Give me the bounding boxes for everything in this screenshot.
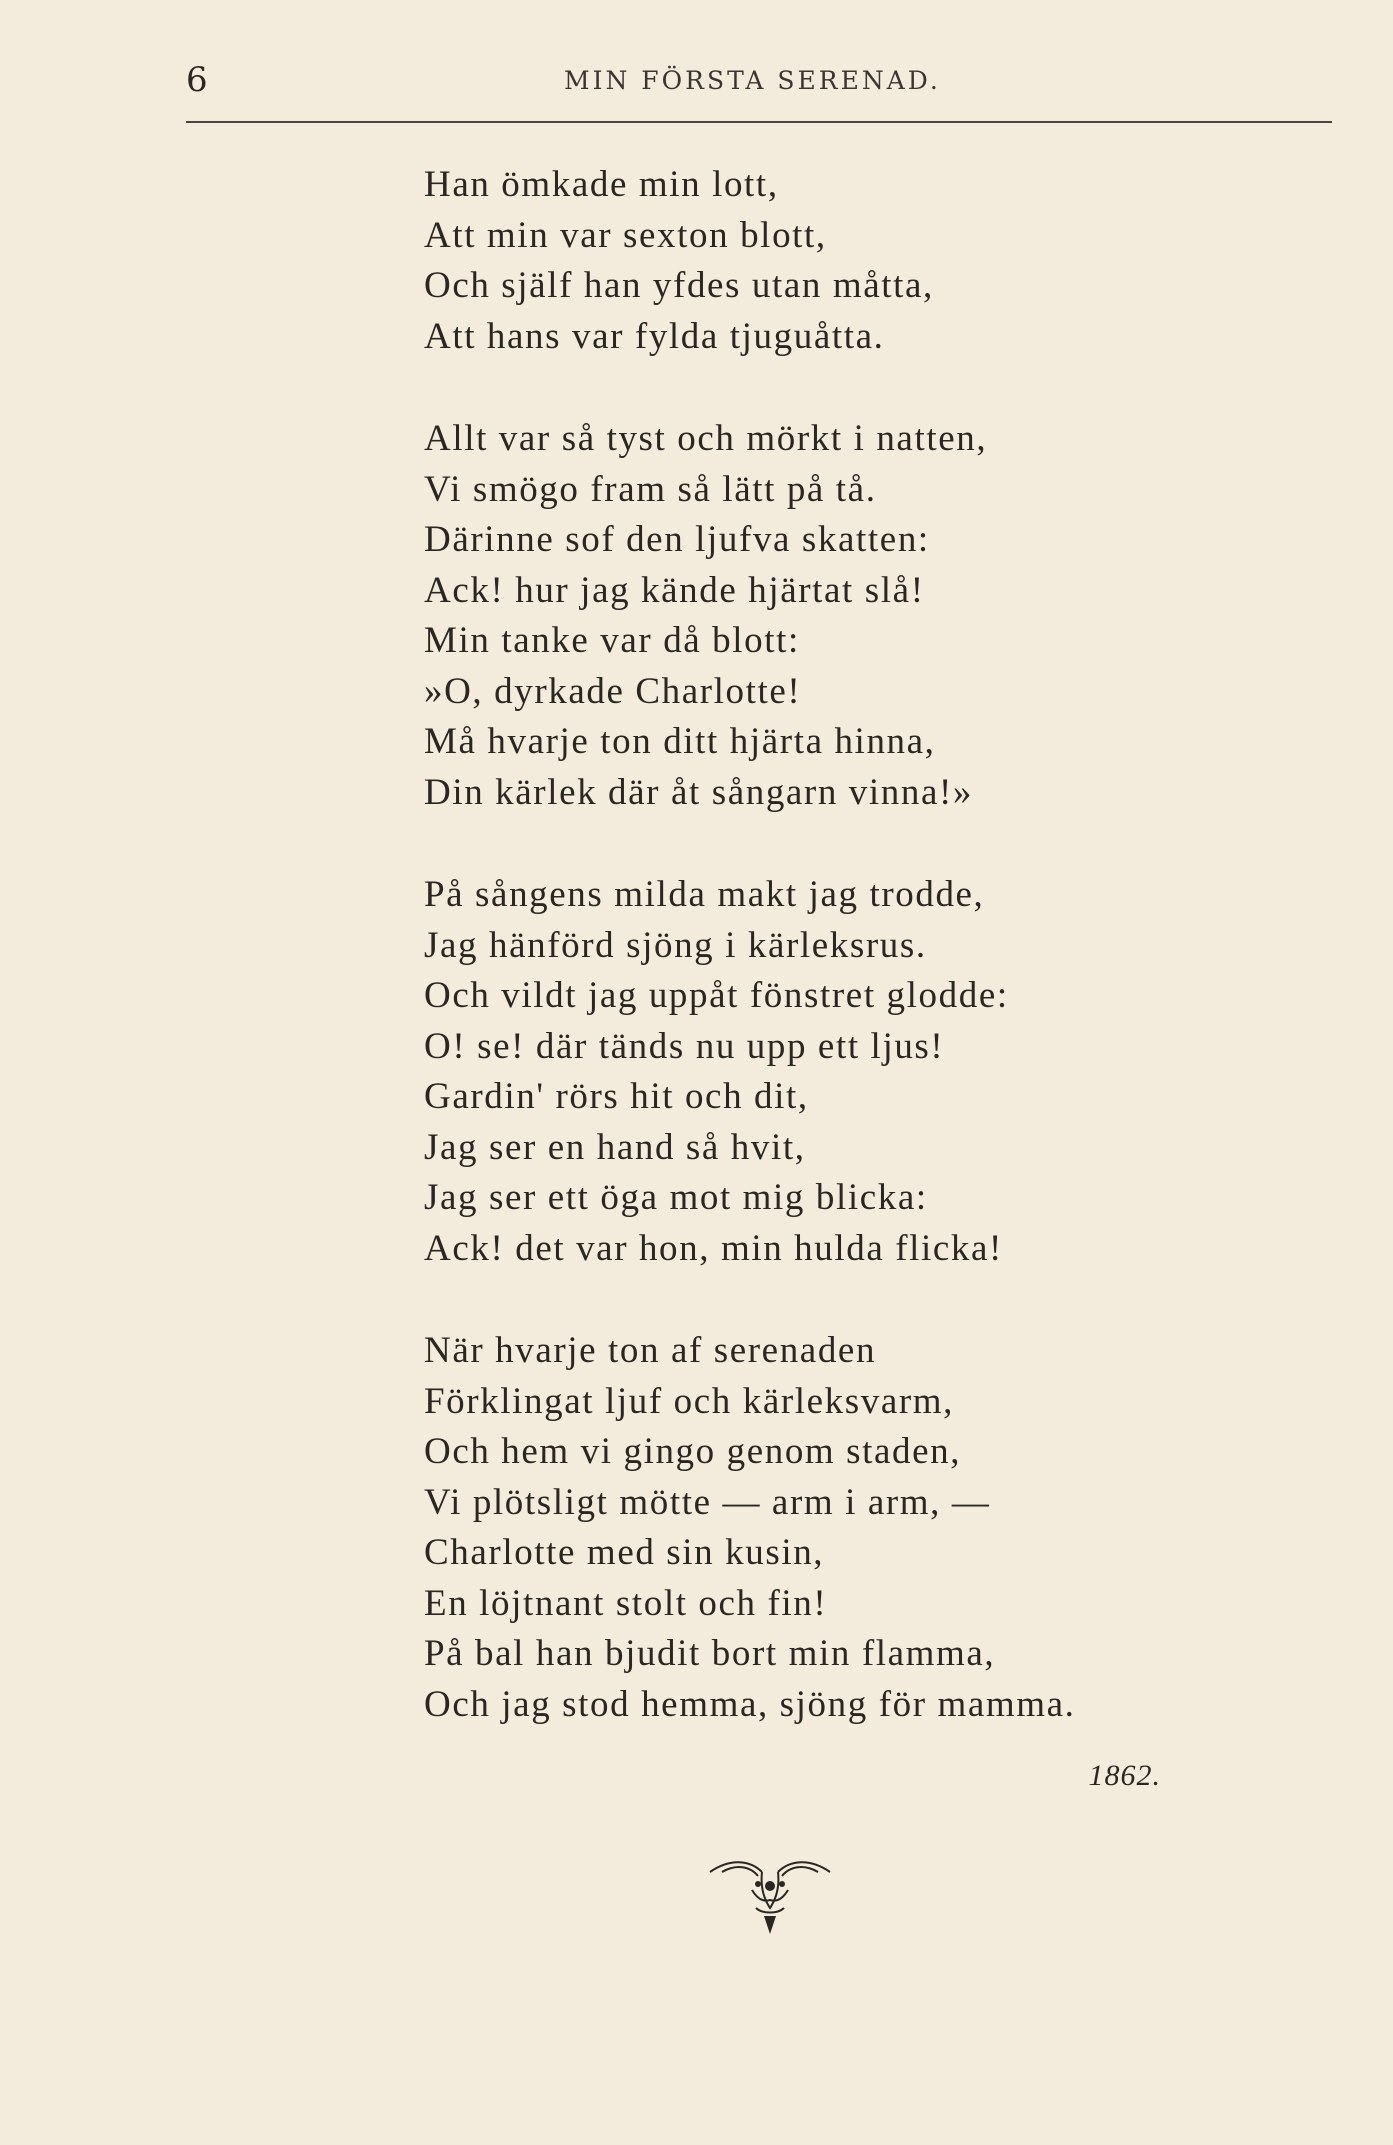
poem-date: 1862. bbox=[1088, 1759, 1161, 1792]
poem-line: Och hem vi gingo genom staden, bbox=[424, 1431, 962, 1472]
poem-line: Vi plötsligt mötte — arm i arm, — bbox=[424, 1481, 991, 1523]
running-head: MIN FÖRSTA SERENAD. bbox=[564, 66, 941, 95]
poem-line: Gardin' rörs hit och dit, bbox=[424, 1076, 809, 1117]
poem-line: På bal han bjudit bort min flamma, bbox=[424, 1633, 996, 1674]
poem-line: Och jag stod hemma, sjöng för mamma. bbox=[424, 1683, 1076, 1725]
poem-line: Jag ser ett öga mot mig blicka: bbox=[424, 1177, 928, 1218]
poem-line: Charlotte med sin kusin, bbox=[424, 1532, 825, 1573]
poem-line: Ack! hur jag kände hjärtat slå! bbox=[424, 569, 925, 611]
poem bbox=[424, 160, 1244, 1782]
stanza bbox=[424, 870, 1244, 1274]
poem-line: När hvarje ton af serenaden bbox=[424, 1330, 877, 1371]
stanza bbox=[424, 1326, 1244, 1730]
poem-line: Min tanke var då blott: bbox=[424, 620, 800, 661]
stanza bbox=[424, 160, 1244, 362]
poem-line: Din kärlek där åt sångarn vinna!» bbox=[424, 771, 974, 813]
header-rule bbox=[186, 121, 1332, 123]
poem-line: Må hvarje ton ditt hjärta hinna, bbox=[424, 721, 936, 762]
floral-tailpiece-icon bbox=[700, 1850, 840, 1940]
poem-line: Därinne sof den ljufva skatten: bbox=[424, 519, 930, 560]
poem-line: På sångens milda makt jag trodde, bbox=[424, 874, 985, 915]
poem-line: Ack! det var hon, min hulda flicka! bbox=[424, 1227, 1003, 1269]
poem-line: Att min var sexton blott, bbox=[424, 214, 827, 256]
poem-line: Allt var så tyst och mörkt i natten, bbox=[424, 418, 988, 459]
poem-line: En löjtnant stolt och fin! bbox=[424, 1582, 828, 1624]
poem-line: Jag hänförd sjöng i kärleksrus. bbox=[424, 924, 927, 966]
poem-line: Förklingat ljuf och kärleksvarm, bbox=[424, 1380, 955, 1422]
poem-line: Jag ser en hand så hvit, bbox=[424, 1126, 806, 1168]
poem-line: »O, dyrkade Charlotte! bbox=[424, 670, 802, 712]
poem-line: Och själf han yfdes utan måtta, bbox=[424, 265, 934, 306]
poem-line: Att hans var fylda tjuguåtta. bbox=[424, 315, 885, 357]
poem-line: Han ömkade min lott, bbox=[424, 164, 779, 205]
poem-line: Och vildt jag uppåt fönstret glodde: bbox=[424, 975, 1009, 1016]
poem-line: O! se! där tänds nu upp ett ljus! bbox=[424, 1025, 945, 1067]
stanza bbox=[424, 414, 1244, 818]
page-number: 6 bbox=[186, 60, 208, 100]
poem-line: Vi smögo fram så lätt på tå. bbox=[424, 468, 877, 510]
